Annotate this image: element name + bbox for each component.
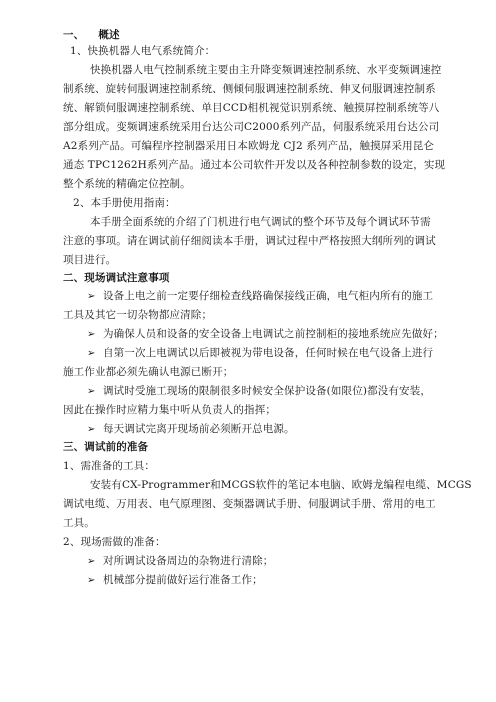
section-1-sub1-line-4: 部分组成。变频调速系统采用台达公司C2000系列产品，伺服系统采用台达公司 — [63, 121, 440, 133]
arrow-bullet-icon: ➢ — [87, 556, 96, 567]
section-2-item-4-line-1: ➢ 调试时受施工现场的限制很多时候安全保护设备(如限位)都没有安装， — [87, 385, 431, 397]
section-3-sub2-title: 2、现场需做的准备： — [63, 536, 166, 548]
section-1-sub1-line-7: 整个系统的精确定位控制。 — [63, 178, 191, 190]
section-3-sub1-line-1: 安装有CX-Programmer和MCGS软件的笔记本电脑、欧姆龙编程电缆、MCGS — [90, 479, 472, 491]
arrow-bullet-icon: ➢ — [87, 575, 96, 586]
arrow-bullet-icon: ➢ — [87, 424, 96, 435]
section-1-sub2-line-3: 项目进行。 — [63, 254, 117, 266]
section-1-title: 概述 — [98, 29, 120, 41]
section-1-sub1-line-6: 通态 TPC1262H系列产品。通过本公司软件开发以及各种控制参数的设定，实现 — [63, 159, 446, 171]
section-3-sub1-title: 1、需准备的工具： — [63, 460, 156, 472]
section-2-item-2-line-1: ➢ 为确保人员和设备的安全设备上电调试之前控制柜的接地系统应先做好； — [87, 328, 444, 340]
section-2-heading: 二、现场调试注意事项 — [63, 272, 170, 284]
arrow-bullet-icon: ➢ — [87, 329, 96, 340]
section-1-sub2-title: 2、本手册使用指南： — [73, 197, 176, 209]
section-3-item-2: ➢ 机械部分提前做好运行准备工作； — [87, 574, 263, 586]
section-2-item-4-line-2: 因此在操作时应精力集中听从负责人的指挥； — [63, 404, 276, 416]
arrow-bullet-icon: ➢ — [87, 348, 96, 359]
section-1-sub2-line-2: 注意的事项。请在调试前仔细阅读本手册，调试过程中严格按照大纲所列的调试 — [63, 235, 436, 247]
section-3-sub1-line-3: 工具。 — [63, 517, 95, 529]
section-1-number: 一、 — [63, 29, 85, 41]
section-1-sub2-line-1: 本手册全面系统的介绍了门机进行电气调试的整个环节及每个调试环节需 — [90, 216, 431, 228]
section-3-sub1-line-2: 调试电缆、万用表、电气原理图、变频器调试手册、伺服调试手册、常用的电工 — [63, 498, 436, 510]
section-3-item-1: ➢ 对所调试设备周边的杂物进行清除； — [87, 555, 274, 567]
section-3-heading: 三、调试前的准备 — [63, 441, 149, 453]
section-1-sub1-line-5: A2系列产品。可编程序控制器采用日本欧姆龙 CJ2 系列产品，触摸屏采用昆仑 — [63, 140, 435, 152]
section-2-item-1-line-2: 工具及其它一切杂物都应清除； — [63, 309, 213, 321]
section-2-item-3-line-1: ➢ 自第一次上电调试以后即被视为带电设备，任何时候在电气设备上进行 — [87, 347, 434, 359]
arrow-bullet-icon: ➢ — [87, 291, 96, 302]
section-2-item-3-line-2: 施工作业都必须先确认电源已断开； — [63, 366, 234, 378]
section-1-sub1-line-3: 统、解锁伺服调速控制系统、单目CCD相机视觉识别系统、触摸屏控制系统等八 — [63, 102, 440, 114]
section-1-sub1-line-1: 快换机器人电气控制系统主要由主升降变频调速控制系统、水平变频调速控 — [90, 64, 442, 76]
section-1-sub1-line-2: 制系统、旋转伺服调速控制系统、侧倾伺服调速控制系统、伸叉伺服调速控制系 — [63, 83, 436, 95]
section-1-heading — [63, 28, 120, 42]
section-2-item-5-line-1: ➢ 每天调试完离开现场前必须断开总电源。 — [87, 423, 295, 435]
section-2-item-1-line-1: ➢ 设备上电之前一定要仔细检查线路确保接线正确，电气柜内所有的施工 — [87, 290, 434, 302]
arrow-bullet-icon: ➢ — [87, 386, 96, 397]
section-1-sub1-title: 1、快换机器人电气系统简介： — [70, 45, 216, 57]
